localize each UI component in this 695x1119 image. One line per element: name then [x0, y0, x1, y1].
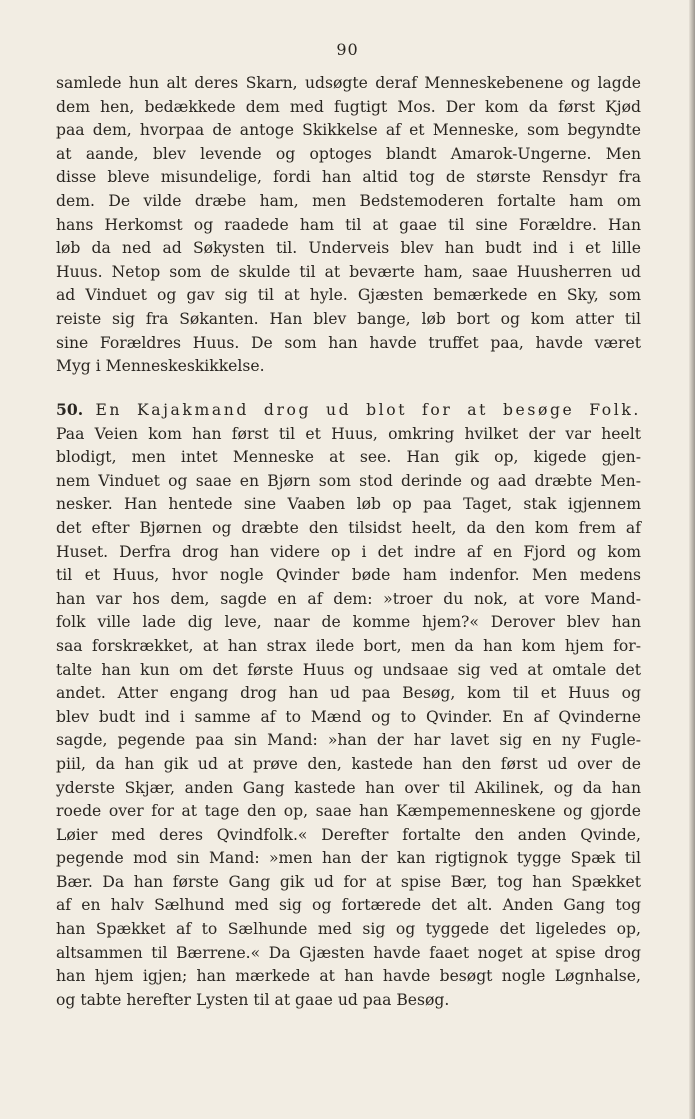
paragraph-1 — [56, 72, 641, 379]
text-line: folk ville lade dig leve, naar de komme hjem?« Derover blev han — [56, 613, 641, 632]
text-line: dem hen, bedækkede dem med fugtigt Mos. Der kom da først Kjød — [56, 97, 641, 116]
text-line: sagde, pegende paa sin Mand: »han der har lavet sig en ny Fugle- — [56, 731, 641, 750]
text-line: nem Vinduet og saae en Bjørn som stod derinde og aad dræbte Men- — [56, 471, 641, 490]
text-line: piil, da han gik ud at prøve den, kastede han den først ud over de — [56, 754, 641, 773]
text-line: dem. De vilde dræbe ham, men Bedstemoderen fortalte ham om — [56, 191, 641, 210]
text-line: Bær. Da han første Gang gik ud for at spise Bær, tog han Spækket — [56, 872, 641, 891]
text-line: af en halv Sælhund med sig og fortærede det alt. Anden Gang tog — [56, 896, 641, 915]
text-line: hans Herkomst og raadede ham til at gaae til sine Forældre. Han — [56, 215, 641, 234]
text-line: at aande, blev levende og optoges blandt Amarok-Ungerne. Men — [56, 144, 641, 163]
text-line: til et Huus, hvor nogle Qvinder bøde ham indenfor. Men medens — [56, 566, 641, 585]
text-line: løb da ned ad Søkysten til. Underveis blev han budt ind i et lille — [56, 239, 641, 258]
text-line: han hjem igjen; han mærkede at han havde besøgt nogle Løgnhalse, — [56, 967, 641, 986]
page-number: 90 — [336, 40, 359, 59]
text-line: pegende mod sin Mand: »men han der kan rigtignok tygge Spæk til — [56, 849, 641, 868]
text-line: han Spækket af to Sælhunde med sig og tyggede det ligeledes op, — [56, 920, 641, 939]
text-line: Paa Veien kom han først til et Huus, omkring hvilket der var heelt — [56, 424, 641, 443]
text-line: han var hos dem, sagde en af dem: »troer du nok, at vore Mand- — [56, 589, 641, 608]
text-line: Myg i Menneskeskikkelse. — [56, 357, 265, 376]
text-line: yderste Skjær, anden Gang kastede han over til Akilinek, og da han — [56, 778, 641, 797]
text-line: blev budt ind i samme af to Mænd og to Qvinder. En af Qvinderne — [56, 707, 641, 726]
section-heading-text: En Kajakmand drog ud blot for at besøge Folk. — [95, 401, 641, 419]
text-line: Løier med deres Qvindfolk.« Derefter fortalte den anden Qvinde, — [56, 825, 641, 844]
text-line: reiste sig fra Søkanten. Han blev bange, løb bort og kom atter til — [56, 309, 641, 328]
text-line: nesker. Han hentede sine Vaaben løb op paa Taget, stak igjennem — [56, 495, 641, 514]
text-line: det efter Bjørnen og dræbte den tilsidst heelt, da den kom frem af — [56, 518, 641, 537]
paragraph-2 — [56, 398, 641, 1012]
section-number: 50. — [56, 400, 84, 419]
text-line: paa dem, hvorpaa de antoge Skikkelse af et Menneske, som begyndte — [56, 121, 641, 140]
text-line: talte han kun om det første Huus og undsaae sig ved at omtale det — [56, 660, 641, 679]
text-line: og tabte herefter Lysten til at gaae ud paa Besøg. — [56, 990, 450, 1009]
text-line: saa forskrækket, at han strax ilede bort, men da han kom hjem for- — [56, 636, 641, 655]
text-line: ad Vinduet og gav sig til at hyle. Gjæsten bemærkede en Sky, som — [56, 286, 641, 305]
paragraph-2-first-line — [56, 398, 641, 423]
text-line: roede over for at tage den op, saae han Kæmpemenneskene og gjorde — [56, 802, 641, 821]
text-line: disse bleve misundelige, fordi han altid tog de største Rensdyr fra — [56, 168, 641, 187]
text-line: sine Forældres Huus. De som han havde truffet paa, havde været — [56, 333, 641, 352]
text-line: blodigt, men intet Menneske at see. Han gik op, kigede gjen- — [56, 448, 641, 467]
text-line: altsammen til Bærrene.« Da Gjæsten havde faaet noget at spise drog — [56, 943, 641, 962]
page-edge — [689, 0, 695, 1119]
text-line: Huset. Derfra drog han videre op i det indre af en Fjord og kom — [56, 542, 641, 561]
text-line: Huus. Netop som de skulde til at beværte ham, saae Huusherren ud — [56, 262, 641, 281]
text-line: andet. Atter engang drog han ud paa Besøg, kom til et Huus og — [56, 684, 641, 703]
text-line: samlede hun alt deres Skarn, udsøgte deraf Menneskebenene og lagde — [56, 74, 641, 92]
